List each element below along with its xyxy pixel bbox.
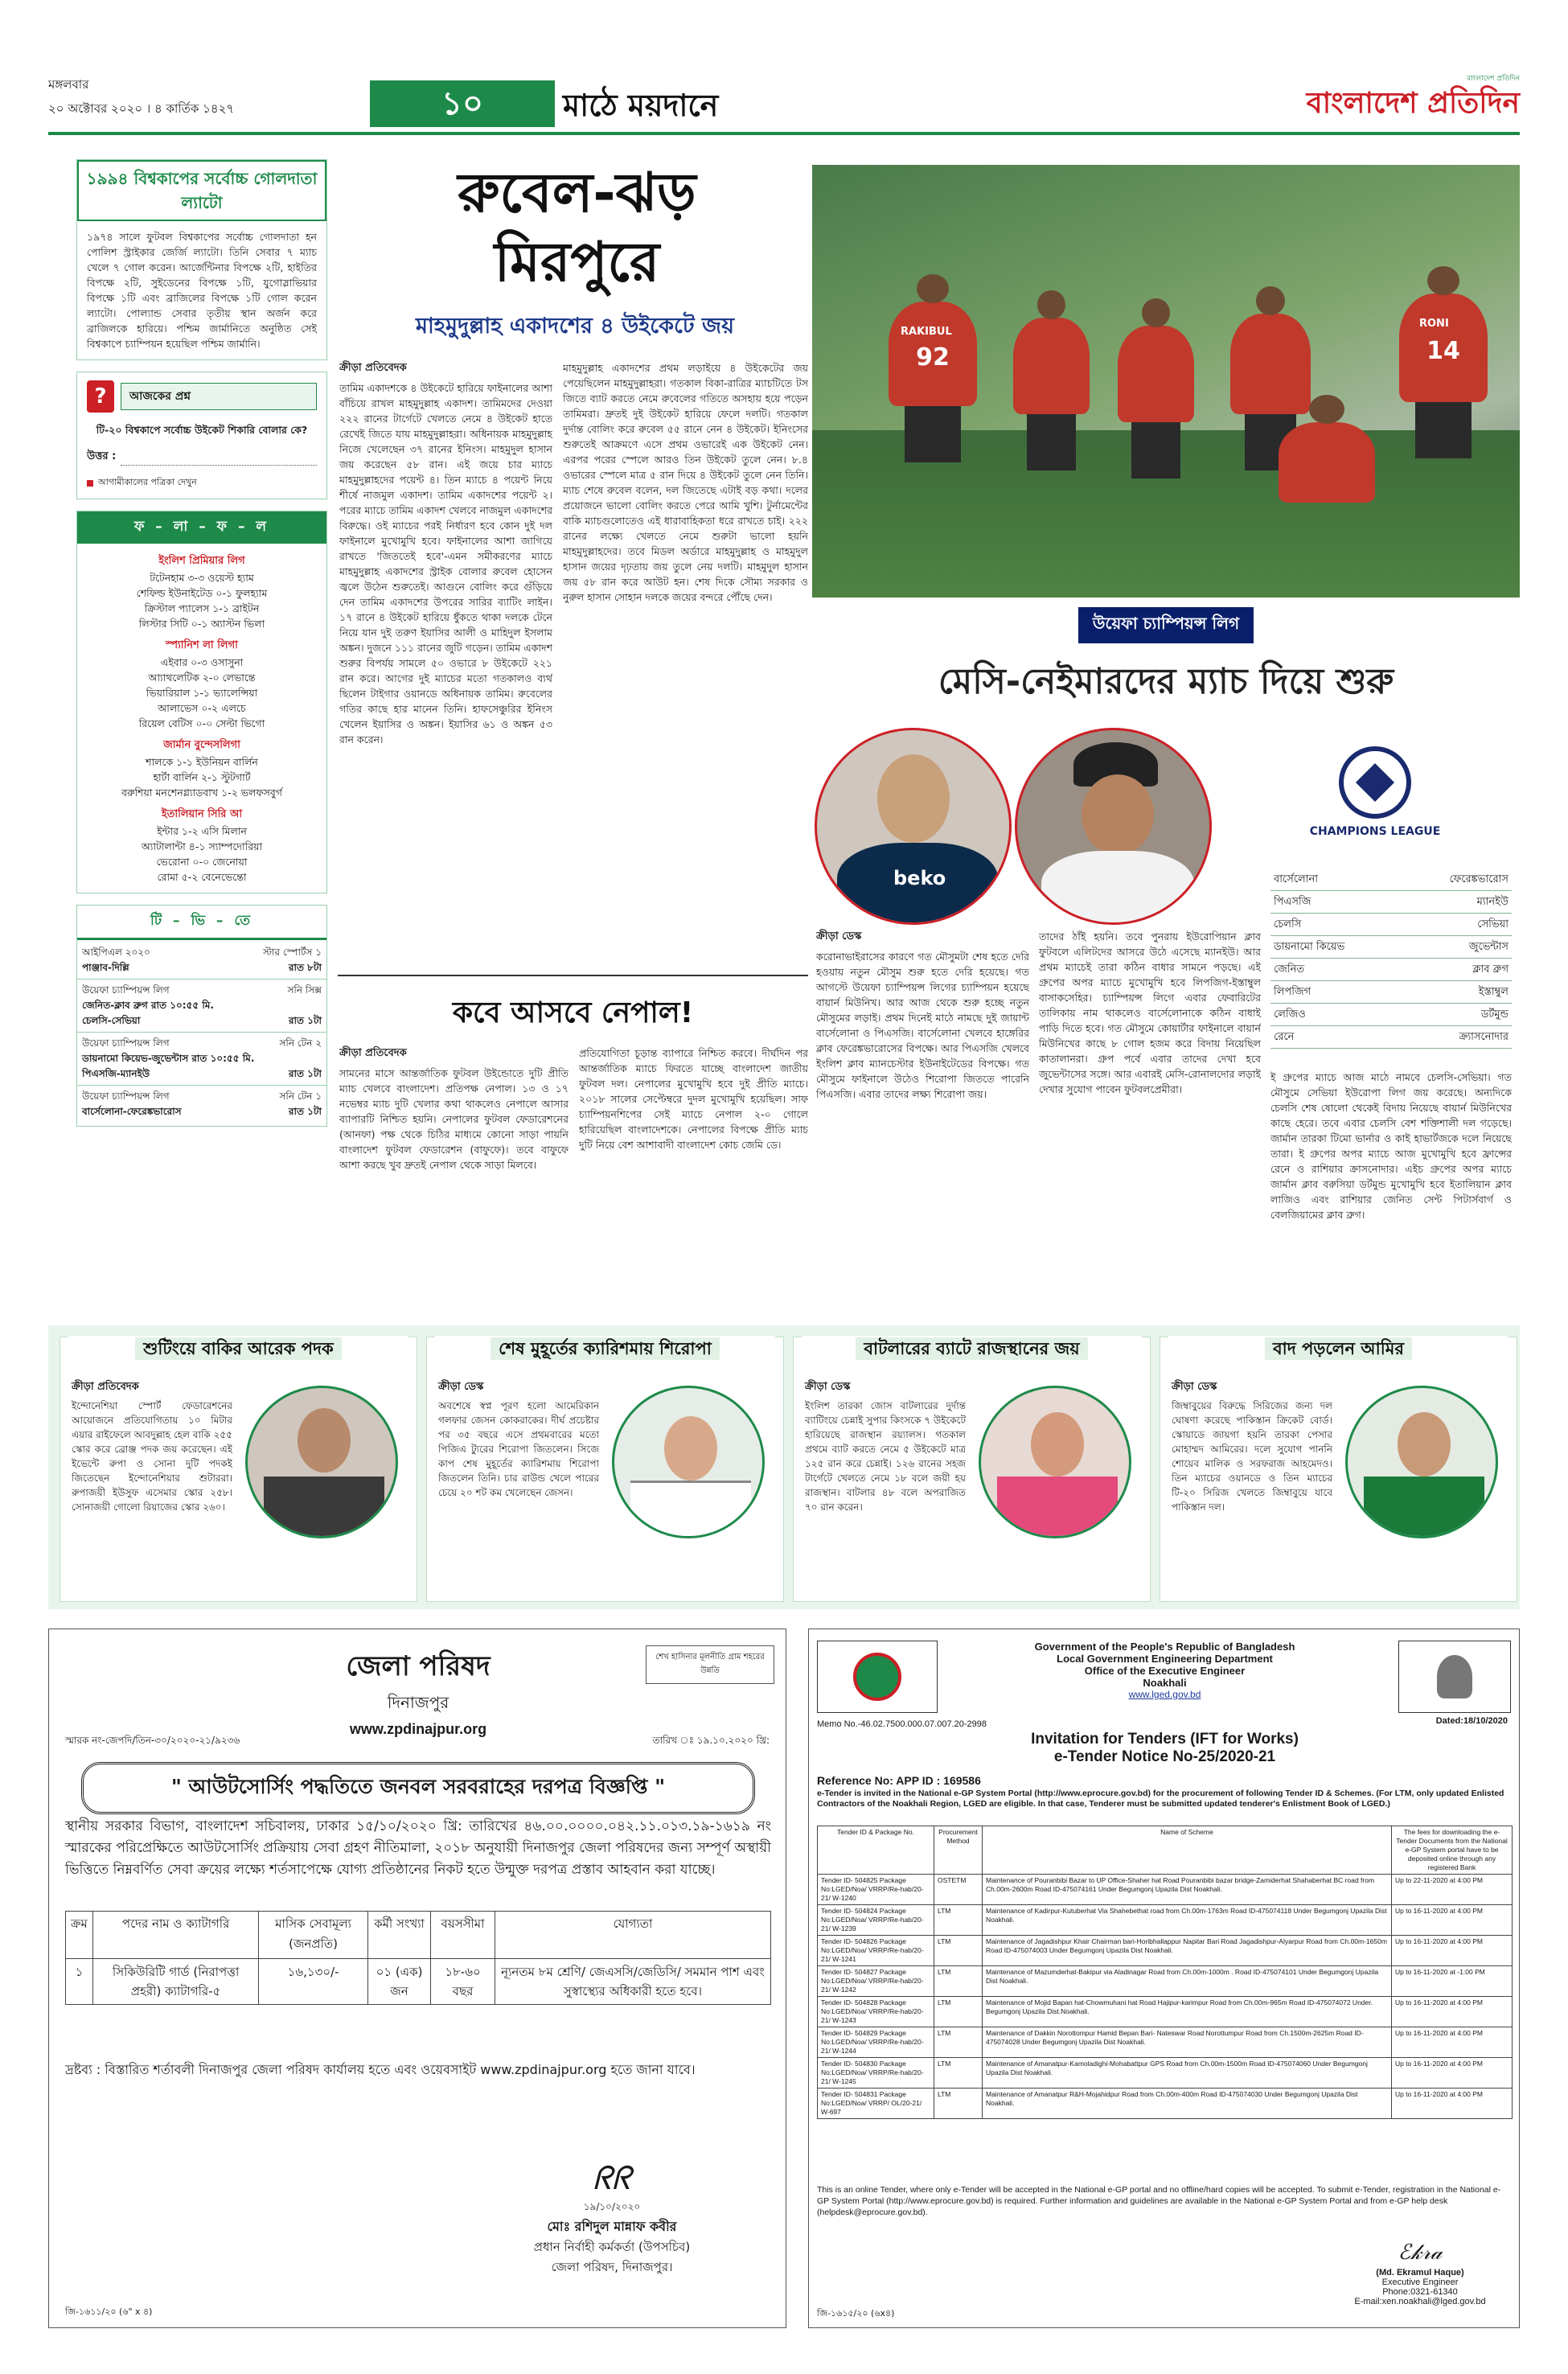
jersey-sponsor: beko	[893, 867, 946, 889]
home-team: বার্সেলোনা	[1274, 873, 1319, 885]
table-cell: LTM	[934, 1966, 983, 1997]
table-cell: Maintenance of Dakkin Norottompur Hamid Bepan Bari- Nateswar Road Norottumpur Road from Ch.1500m-2625m Road ID-475074028 Under Begumgonj Upazila Dist Noakhali.	[983, 2027, 1392, 2058]
score-line: ইন্টার ১-২ এসি মিলান	[157, 825, 247, 837]
table-header: যোগ্যতা	[495, 1912, 770, 1959]
score-line: বরুশিয়া মনশেনগ্ল্যাডবাখ ১-২ ভলফসবুর্গ	[121, 787, 282, 799]
away-team: সেভিয়া	[1477, 918, 1508, 930]
tv-listing	[77, 1013, 326, 1029]
answer-label: উত্তর :	[87, 450, 117, 462]
brief-body: ইন্দোনেশিয়া স্পোর্ট ফেডারেশনের আয়োজনে প্রতিযোগিতায় ১০ মিটার এয়ার রাইফেলে আবদুল্লাহ হেল বাকি ২৫৫ স্কোর করে ব্রোঞ্জ পদক জয় করেছেন। এই ইভেন্টে রুপা ও সোনা দুটি পদকই জিতেছেন ইন্দোনেশিয়ার শুটাররা। রুপাজয়ী ইউসুফ এসেমার স্কোর ২৫৮। সোনাজয়ী গোলো রিয়াজের স্কোর ২৬০।	[72, 1400, 232, 1513]
home-team: জেনিত	[1274, 963, 1305, 975]
table-cell: ১৮-৬০ বছর	[431, 1959, 495, 2005]
home-team: ডায়নামো কিয়েভ	[1274, 941, 1345, 953]
table-cell: ০১ (এক) জন	[367, 1959, 430, 2005]
tv-event: আইপিএল ২০২০	[82, 947, 150, 958]
table-cell: Up to 16-11-2020 at 4:00 PM	[1392, 2089, 1513, 2119]
away-team: ম্যানইউ	[1476, 896, 1508, 908]
table-cell: Up to 16-11-2020 at 4:00 PM	[1392, 1997, 1513, 2027]
ad-place: Noakhali	[1143, 1677, 1187, 1689]
ucl-body-1: করোনাভাইরাসের কারণে গত মৌসুমটা শেষ হতে দেরি হওয়ায় নতুন মৌসুম শুরু হতে দেরি হয়েছে। গত আগস্টে উয়েফা চ্যাম্পিয়ন্স লিগের চ্যাম্পিয়ন হয়েছে বায়ার্ন মিউনিখ। আর আজ থেকে শুরু হচ্ছে নতুন মৌসুমের লড়াই। প্রথম দিনেই মাঠে নামছে দুই জায়ান্ট বার্সেলোনা ও পিএসজি। বার্সেলোনা খেলবে হাঙ্গেরির ক্লাব ফেরেঙ্কভারোসের বিপক্ষে। আর পিএসজি খেলবে ইংলিশ ক্লাব ম্যানচেস্টার ইউনাইটেডের বিপক্ষে। গত মৌসুমে ফাইনালে উঠেও শিরোপা জিততে পারেনি পিএসজি। এবার তাদের লক্ষ্য শিরোপা জয়।	[816, 951, 1029, 1100]
ad-date: তারিখ ঃ ১৯.১০.২০২০ খ্রি:	[652, 1735, 770, 1746]
ad-signature-block	[1324, 2241, 1517, 2306]
sports-briefs-band	[48, 1325, 1520, 1609]
home-team: রেনে	[1274, 1031, 1295, 1043]
ucl-headline[interactable]: মেসি-নেইমারদের ম্যাচ দিয়ে শুরু	[938, 661, 1394, 702]
table-cell: Maintenance of Mojid Bapan hat-Chowmuhani hat Road Hajipur-karimpur Road from Ch.00m-965m Road ID-475074072 Under. Begumgonj Upazila Dist.Noakhali.	[983, 1997, 1392, 2027]
section-title: মাঠে ময়দানে	[563, 88, 719, 123]
lead-column-1	[339, 360, 552, 971]
tv-channel: সনি টেন ১	[279, 1090, 322, 1102]
table-cell: LTM	[934, 2058, 983, 2089]
signer-name: (Md. Ekramul Haque)	[1376, 2268, 1464, 2277]
fixture-row[interactable]	[1270, 981, 1512, 1004]
ucl-column-3	[1270, 1070, 1512, 1287]
masthead-rule	[48, 132, 1520, 135]
jersey-name: RONI	[1419, 318, 1449, 330]
ucl-column-1	[816, 929, 1029, 1287]
table-cell: LTM	[934, 1936, 983, 1966]
tv-channel: সনি সিক্স	[287, 984, 322, 996]
question-box	[76, 372, 327, 499]
table-header: বয়সসীমা	[431, 1912, 495, 1959]
ad-dated: Dated:18/10/2020	[1435, 1716, 1508, 1726]
brief-title: শেষ মুহূর্তের ক্যারিশমায় শিরোপা	[491, 1337, 720, 1360]
nepal-headline[interactable]: কবে আসবে নেপাল!	[452, 996, 694, 1029]
score-line: আলাভেস ০-২ এলচে	[158, 702, 246, 714]
ucl-body-3: ই গ্রুপের ম্যাচে আজ মাঠে নামবে চেলসি-সেভিয়া। গত মৌসুমে সেভিয়া ইউরোপা লিগ জয় করেছে। অন্যদিকে চেলসি শেষ ষোলো থেকেই বিদায় নিয়েছে বায়ার্ন মিউনিখের কাছে হেরে। তবে এবার চেলসি বেশ শক্তিশালী দল গড়েছে। জার্মান তারকা টিমো ভার্নার ও কাই হাভার্টজকে দলে নিয়েছে তারা। ই গ্রুপের অপর ম্যাচে আজ মুখোমুখি হবে ফ্রান্সের রেনে ও রাশিয়ার ক্রাসনোদার। এইচ গ্রুপের অপর ম্যাচে জার্মান ক্লাব বরুসিয়া ডর্টমুন্ড মুখোমুখি হবে ইতালিয়ান ক্লাব লাজিও এবং রাশিয়ার জেনিত সেন্ট পিটার্সবার্গ ও বেলজিয়ামের ক্লাব ব্রুগ।	[1270, 1071, 1512, 1221]
brief-card[interactable]	[793, 1337, 1151, 1602]
score-line: রিয়েল বেটিস ০-০ সেল্টা ভিগো	[138, 717, 265, 729]
ad-footer: This is an online Tender, where only e-Tender will be accepted in the National e-GP portal and no offline/hard copies will be accepted. To submit e-Tender, registration in the National e-GP System Portal (http://www.eprocure.gov.bd) is required. Further information and guidelines are available in the National e-GP System Portal and from e-GP help desk (helpdesk@eprocure.gov.bd).	[817, 2185, 1501, 2217]
league-name: স্প্যানিশ লা লিগা	[166, 639, 238, 651]
score-line: শেফিল্ড ইউনাইটেড ০-১ ফুলহ্যাম	[136, 587, 268, 599]
table-cell: সিকিউরিটি গার্ড (নিরাপত্তা প্রহরী) ক্যাটাগরি-৫	[92, 1959, 258, 2005]
signer-phone: Phone:0321-61340	[1382, 2287, 1458, 2297]
tender-table	[817, 1826, 1513, 2119]
table-header: Tender ID & Package No.	[818, 1826, 934, 1875]
table-row	[818, 2027, 1513, 2058]
table-row	[818, 2089, 1513, 2119]
lead-headline-1[interactable]: রুবেল-ঝড়	[458, 162, 696, 225]
fixture-row[interactable]	[1270, 936, 1512, 959]
fixture-row[interactable]	[1270, 891, 1512, 914]
table-cell: LTM	[934, 2027, 983, 2058]
player-figure	[1279, 422, 1375, 503]
body-shape	[997, 1477, 1118, 1538]
brief-body: জিম্বাবুয়ের বিরুদ্ধে সিরিজের জন্য দল ঘোষণা করেছে পাকিস্তান ক্রিকেট বোর্ড। স্কোয়াডে জায়গা হয়নি তারকা পেসার মোহাম্মদ আমিরের। দলে সুযোগ পাননি শোয়েব মালিক ও সরফরাজ আহমেদও। তিন ম্যাচের ওয়ানডে ও তিন ম্যাচের টি-২০ সিরিজ খেলতে জিম্বাবুয়ে যাবে পাকিস্তান দল।	[1172, 1400, 1332, 1513]
portrait-badge	[1398, 1641, 1511, 1713]
ad-body: স্থানীয় সরকার বিভাগ, বাংলাদেশ সচিবালয়, ঢাকার ১৫/১০/২০২০ খ্রি: তারিখের ৪৬.০০.০০০০.০৪২.১১.০১৩.১৯-১৬১৯ নং স্মারকের পরিপ্রেক্ষিতে আউটসোর্সিং প্রক্রিয়ায় সেবা গ্রহণ নীতিমালা, ২০১৮ অনুযায়ী দিনাজপুর জেলা পরিষদের জন্য সম্পূর্ণ অস্থায়ী ভিত্তিতে নিম্নবর্ণিত সেবা ক্রয়ের লক্ষ্যে শর্তসাপেক্ষে যোগ্য প্রতিষ্ঠানের নিকট হতে উন্মুক্ত দরপত্র প্রস্তাব আহবান করা যাচ্ছে।	[65, 1818, 771, 1878]
jersey-name: RAKIBUL	[901, 326, 952, 338]
ad-memo: স্মারক নং-জেপদি/তিন-৩০/২০২০-২১/৯২৩৬	[65, 1735, 240, 1746]
table-cell: ১	[66, 1959, 93, 2005]
brief-title: বাটলারের ব্যাটে রাজস্থানের জয়	[856, 1337, 1087, 1360]
ad-table-wrap	[65, 1911, 771, 2005]
logo-text: বাংলাদেশ প্রতিদিন	[1306, 87, 1520, 120]
signer-name: মোঃ রশিদুল মান্নাফ কবীর	[547, 2219, 677, 2234]
score-line: হার্টা বার্লিন ২-১ স্টুটগার্ট	[153, 771, 251, 783]
home-team: পিএসজি	[1274, 896, 1311, 908]
ad-title1: Invitation for Tenders (IFT for Works)	[1031, 1731, 1299, 1748]
tv-event: পাঞ্জাব-দিল্লি	[82, 962, 129, 973]
body-shape	[1364, 1477, 1484, 1538]
signature-date: ১৯/১০/২০২০	[583, 2201, 641, 2212]
signer-email: E-mail:xen.noakhali@lged.gov.bd	[1354, 2297, 1486, 2306]
tv-event: ডায়নামো কিয়েভ-জুভেন্টাস রাত ১০:৫৫ মি.	[82, 1053, 255, 1064]
tv-divider	[77, 1032, 326, 1033]
nepal-column-1	[339, 1045, 569, 1287]
tv-title: টি – ভি – তে	[77, 906, 326, 940]
table-cell: LTM	[934, 1997, 983, 2027]
player-figure: 14	[1399, 294, 1488, 402]
brief-byline: ক্রীড়া প্রতিবেদক	[72, 1381, 139, 1393]
player-figure: 92	[889, 302, 977, 406]
table-header: পদের নাম ও ক্যাটাগরি	[92, 1912, 258, 1959]
table-header: The fees for downloading the e-Tender Documents from the National e-GP System portal have to be deposited online through any registered Bank	[1392, 1826, 1513, 1875]
question-label: আজকের প্রশ্ন	[121, 383, 317, 410]
table-row	[818, 1997, 1513, 2027]
neymar-photo	[1015, 728, 1212, 925]
tv-event: চেলসি-সেভিয়া	[82, 1015, 141, 1026]
ucl-body-2: তাদের ঠাঁই হয়নি। তবে পুনরায় ইউরোপিয়ান ক্লাব ফুটবলে এলিটদের আসরে উঠে এসেছে ম্যানইউ। আর প্রথম ম্যাচেই তারা কঠিন বাধার সামনে পড়ছে। এই গ্রুপের অপর ম্যাচে মুখোমুখি হবে লিপজিগ-ইস্তাম্বুল বাসাকসেহির। চ্যাম্পিয়ন্স লিগে এবার ফেবারিটের তালিকায় নাম থাকলেও বার্সেলোনাকে কঠিন বাধাই পাড়ি দিতে হবে। গত মৌসুমে কোয়ার্টার ফাইনালে বায়ার্ন মিউনিখের কাছে ৮ গোল হজম করে বিদায় নিয়েছিল কাতালানরা। গ্রুপ পর্বে এবার তাদের দেখা হবে জুভেন্টাসের সঙ্গে। আর এবারই মেসি-রোনালদোর লড়াই দেখার সুযোগ পাবেন ফুটবলপ্রেমীরা।	[1039, 930, 1261, 1095]
nepal-body-2: প্রতিযোগিতা চূড়ান্ত ব্যাপারে নিশ্চিত করবে। দীর্ঘদিন পর আন্তর্জাতিক ম্যাচে ফিরতে যাচ্ছে বাংলাদেশ জাতীয় ফুটবল দল। নেপালের মুখোমুখি হবে দুই প্রীতি ম্যাচে। ২০১৮ সালের সেপ্টেম্বরে দুদল মুখোমুখি হয়েছিল। সাফ চ্যাম্পিয়নশিপের সেই ম্যাচে নেপাল ২-০ গোলে হারিয়েছিল বাংলাদেশকে। নেপালের বিপক্ষে প্রীতি ম্যাচ দুটি নিয়ে বেশ আশাবাদী বাংলাদেশ কোচ জেমি ডে।	[579, 1047, 808, 1151]
ad-memo: Memo No.-46.02.7500.000.07.007.20-2998	[817, 1719, 987, 1729]
brief-body: অবশেষে স্বপ্ন পূরণ হলো আমেরিকান গলফার জেসন কোকরাকের। দীর্ঘ প্রচেষ্টার পর ৩৫ বছরে এসে প্রথমবারের মতো পিজিএ ট্যুরের শিরোপা জিতলেন। সিজে কাপ শেষ মুহূর্তের ক্যারিশমায় শিরোপা জিতলেন তিনি। চার রাউন্ড খেলে পারের চেয়ে ২০ শট কম খেলেছেন জেসন।	[438, 1400, 599, 1498]
brief-title: শুটিংয়ে বাকির আরেক পদক	[135, 1337, 342, 1360]
tv-divider	[77, 1085, 326, 1086]
question-mark-icon: ?	[87, 380, 114, 413]
ucl-column-2	[1039, 929, 1261, 1287]
lead-byline: ক্রীড়া প্রতিবেদক	[339, 362, 407, 374]
table-cell: Maintenance of Pouranbibi Bazar to UP Office-Shaher hat Road Pouranbibi bazar bridge-Zamiderhat Shahaberhat BC road from Ch.00m-2600m Road ID-475074161 Under Begumgonj Upazila Dist Noakhali.	[983, 1875, 1392, 1905]
jersey-shape	[1041, 851, 1194, 925]
tv-listing	[77, 1051, 326, 1066]
trivia-title: ১৯৯৪ বিশ্বকাপের সর্বোচ্চ গোলদাতা ল্যাটো	[77, 160, 326, 221]
table-header: Procurement Method	[934, 1826, 983, 1875]
left-sidebar	[76, 159, 327, 1261]
league-name: ইংলিশ প্রিমিয়ার লিগ	[158, 555, 245, 567]
question-text: টি-২০ বিশ্বকাপে সর্বোচ্চ উইকেট শিকারি বোলার কে?	[96, 424, 308, 436]
table-row	[818, 1905, 1513, 1936]
table-cell: Tender ID- 504827 Package No:LGED/Noa/ VRRP/Re-hab/20-21/ W-1242	[818, 1966, 934, 1997]
lead-subhead: মাহমুদুল্লাহ একাদশের ৪ উইকেটে জয়	[415, 314, 735, 339]
amir-photo	[1345, 1386, 1498, 1538]
fixture-row[interactable]	[1270, 869, 1512, 891]
fixture-row[interactable]	[1270, 1004, 1512, 1026]
ad-signature-block	[459, 2160, 765, 2278]
ad-title: জেলা পরিষদ	[346, 1650, 491, 1682]
player-figure	[1230, 314, 1311, 414]
starball-icon	[1339, 746, 1411, 819]
table-cell: ১৬,১৩০/-	[259, 1959, 368, 2005]
signature-scribble: ᖇᖇ	[593, 2160, 631, 2197]
score-line: রোমা ৫-২ বেনেভেন্তো	[157, 871, 247, 883]
brief-card[interactable]	[60, 1337, 417, 1602]
home-team: লেজিও	[1274, 1008, 1306, 1021]
table-header: Name of Scheme	[983, 1826, 1392, 1875]
ad-url[interactable]: www.lged.gov.bd	[1128, 1689, 1201, 1700]
league-name: জার্মান বুন্দেসলিগা	[163, 739, 240, 751]
ad-lged	[808, 1629, 1520, 2328]
issue-date: ২০ অক্টোবর ২০২০ । ৪ কার্তিক ১৪২৭	[48, 101, 235, 116]
score-line: ক্রিস্টাল প্যালেস ১-১ ব্রাইটন	[144, 602, 260, 614]
nepal-column-2	[579, 1045, 808, 1287]
ucl-kicker: উয়েফা চ্যাম্পিয়ন্স লিগ	[1078, 607, 1254, 643]
ad-place: দিনাজপুর	[387, 1693, 449, 1712]
masthead	[48, 72, 1520, 137]
table-cell: Tender ID- 504825 Package No:LGED/Noa/ VRRP/Re-hab/20-21/ W-1240	[818, 1875, 934, 1905]
home-team: লিপজিগ	[1274, 986, 1311, 998]
shooter-photo	[245, 1386, 398, 1538]
newspaper-logo[interactable]	[1270, 72, 1520, 130]
answer-note: আগামীকালের পত্রিকা দেখুন	[98, 477, 197, 487]
tv-divider	[77, 979, 326, 980]
face-shape	[298, 1408, 351, 1472]
trivia-body: ১৯৭৪ সালে ফুটবল বিশ্বকাপের সর্বোচ্চ গোলদাতা হন পোলিশ স্ট্রাইকার জের্জি ল্যাটো। তিনি সেবার ৭ ম্যাচ খেলে ৭ গোল করেন। আর্জেন্টিনার বিপক্ষে ২টি, হাইতির বিপক্ষে ২টি, সুইডেনের বিপক্ষে ১টি, যুগোস্লাভিয়ার বিপক্ষে ১টি এবং ব্রাজিলের বিপক্ষে ১টি গোল করেন ল্যাটো। পোল্যান্ড সেবার তৃতীয় স্থান অর্জন করে ব্রাজিলকে হারিয়ে। পশ্চিম জার্মানিতে অনুষ্ঠিত সেই বিশ্বকাপে চ্যাম্পিয়ন হয়েছিল পশ্চিম জার্মানি।	[87, 231, 317, 350]
masthead-date	[48, 72, 289, 137]
table-cell: Tender ID- 504824 Package No:LGED/Noa/ VRRP/Re-hab/20-21/ W-1239	[818, 1905, 934, 1936]
tv-channel: স্টার স্পোর্টস ১	[263, 947, 322, 958]
ad-notice-title: " আউটসোর্সিং পদ্ধতিতে জনবল সরবরাহের দরপত্র বিজ্ঞপ্তি "	[81, 1762, 755, 1814]
ad-zilla-parishad	[48, 1629, 786, 2328]
messi-photo	[815, 728, 1012, 925]
tv-event: উয়েফা চ্যাম্পিয়ন্স লিগ	[82, 984, 170, 996]
ad-gov: Government of the People's Republic of Bangladesh	[1034, 1641, 1295, 1653]
brief-byline: ক্রীড়া ডেস্ক	[438, 1381, 484, 1393]
tv-event: বার্সেলোনা-ফেরেঙ্কভারোস	[82, 1106, 182, 1117]
table-row	[818, 1875, 1513, 1905]
trivia-box	[76, 159, 327, 360]
table-cell: Up to 16-11-2020 at 4:00 PM	[1392, 2058, 1513, 2089]
brief-card[interactable]	[1160, 1337, 1517, 1602]
score-line: ভিয়ারিয়াল ১-১ ভ্যালেন্সিয়া	[146, 687, 258, 699]
results-box	[76, 511, 327, 893]
away-team: ডর্টমুন্ড	[1480, 1008, 1508, 1021]
signer-title: প্রধান নির্বাহী কর্মকর্তা (উপসচিব)	[533, 2240, 691, 2254]
tv-channel: সনি টেন ২	[279, 1037, 322, 1049]
ad-url[interactable]: www.zpdinajpur.org	[349, 1721, 487, 1737]
tv-channel: রাত ১টা	[288, 1015, 322, 1026]
body-shape	[630, 1481, 751, 1538]
table-cell: Up to 16-11-2020 at 4:00 PM	[1392, 1936, 1513, 1966]
fixture-row[interactable]	[1270, 1026, 1512, 1049]
logo-tagline: বাংলাদেশ প্রতিদিন	[1466, 75, 1520, 83]
player-figure	[1118, 326, 1194, 422]
ad-footnote: দ্রষ্টব্য : বিস্তারিত শর্তাবলী দিনাজপুর জেলা পরিষদ কার্যালয় হতে এবং ওয়েবসাইট www.zpdinajpur.org হতে জানা যাবে।	[65, 2062, 696, 2077]
ad-code: জি-১৬১১/২০ (৬" x ৪)	[65, 2306, 153, 2317]
lead-body-1: তামিম একাদশকে ৪ উইকেটে হারিয়ে ফাইনালের আশা বাঁচিয়ে রাখল মাহমুদুল্লাহ একাদশ। তামিমদের দেওয়া ২২২ রানের টার্গেটে খেলতে নেমে ৪ উইকেট হাতে রেখেই জিতে যায় মাহমুদুল্লাহরা। অধিনায়ক মাহমুদুল্লাহ নিজে খেলেছেন ৩৭ রানের ইনিংস। মাহমুদুল হাসান জয় করেছেন ৫৮ রান। এই জয়ে চার ম্যাচে মাহমুদুল্লাহদের পয়েন্ট ৪। তিন ম্যাচে ৪ পয়েন্ট নিয়ে শীর্ষে নাজমুল একাদশ। তামিম একাদশের পয়েন্ট ২। পরের ম্যাচে তামিম একাদশ খেলবে নাজমুল একাদশের বিরুদ্ধে। ওই ম্যাচের পরই নির্ধারণ হবে কোন দুই দল ফাইনালে মুখোমুখি হবে। ফাইনালের আশা জাগিয়ে রাখতে 'জিততেই হবে'-এমন সমীকরণের ম্যাচে মাহমুদুল্লাহ একাদশের স্ট্রাইক বোলার রুবেল হোসেন জ্বলে উঠেন শুরুতেই। আগুনে বোলিং করে গুঁড়িয়ে দেন তামিম একাদশের উপরের সারির ব্যাটিং লাইন। ১৭ রানে ৪ উইকেট হারিয়ে ধুঁকতে থাকা দলকে টেনে নিয়ে যান দুই তরুণ ইয়াসির আলী ও মাহিদুল ইসলাম অঙ্কন। দুজনে ১১১ রানের জুটি গড়েন। তামিম একাদশ শুরুর বিপর্যয় সামলে ৫০ ওভারে ৮ উইকেটে ২২১ রান করে। আগের দুই ম্যাচের মতো গতকালও ব্যর্থ ছিলেন টাইগার ওয়ানডে অধিনায়ক তামিম। রুবেলের গতির কাছে হার মানেন তিনি। হাফসেঞ্চুরির ইনিংস খেলেন ইয়াসির ও অঙ্কন। ইয়াসির ৬১ ও অঙ্কন ৫৩ রান করেন।	[339, 382, 552, 745]
signer-title: Executive Engineer	[1381, 2277, 1459, 2287]
bullet-icon	[87, 480, 93, 487]
table-cell: LTM	[934, 2089, 983, 2119]
score-line: আ্যাথলেটিক ২-০ লেভান্তে	[148, 672, 256, 684]
signature-scribble: ℰ𝓀𝓇𝒶	[1398, 2241, 1443, 2265]
away-team: ক্লাব ব্রুগ	[1472, 963, 1508, 975]
tv-event: উয়েফা চ্যাম্পিয়ন্স লিগ	[82, 1090, 170, 1102]
table-cell: Tender ID- 504826 Package No:LGED/Noa/ VRRP/Re-hab/20-21/ W-1241	[818, 1936, 934, 1966]
tv-channel: রাত ১টা	[288, 1068, 322, 1079]
score-line: এইবার ০-৩ ওসাসুনা	[160, 656, 244, 668]
table-cell: Tender ID- 504830 Package No:LGED/Noa/ VRRP/Re-hab/20-21/ W-1245	[818, 2058, 934, 2089]
tv-listing	[77, 998, 326, 1013]
brief-title: বাদ পড়লেন আমির	[1265, 1337, 1412, 1360]
score-line: শালকে ১-১ ইউনিয়ন বার্লিন	[146, 756, 258, 768]
ucl-logo-text: CHAMPIONS LEAGUE	[1309, 825, 1441, 838]
table-row	[818, 1936, 1513, 1966]
tv-schedule	[77, 940, 326, 1126]
fixture-row[interactable]	[1270, 959, 1512, 981]
ad-title2: e-Tender Notice No-25/2020-21	[1053, 1748, 1276, 1765]
ad-corner-note: শেখ হাসিনার মূলনীতি গ্রাম শহরের উন্নতি	[646, 1645, 774, 1684]
table-row	[818, 2058, 1513, 2089]
ad-office: Office of the Executive Engineer	[1084, 1665, 1246, 1677]
ucl-logo	[1242, 728, 1508, 856]
away-team: ইস্তাম্বুল	[1478, 986, 1508, 998]
ucl-headline-block	[812, 607, 1520, 704]
weekday: মঙ্গলবার	[48, 77, 89, 92]
table-cell: Up to 16-11-2020 at -1:00 PM	[1392, 1966, 1513, 1997]
nepal-body-1: সামনের মাসে আন্তর্জাতিক ফুটবল উইন্ডোতে দুটি প্রীতি ম্যাচ খেলবে বাংলাদেশ। প্রতিপক্ষ নেপাল। ১৩ ও ১৭ নভেম্বর ম্যাচ দুটি খেলার কথা থাকলেও নেপালে আসার ব্যাপারটি নিশ্চিত হয়নি। নেপালের ফুটবল ফেডারেশনের (আনফা) পক্ষ থেকে চিঠির মাধ্যমে কোনো সাড়া পায়নি বাংলাদেশ ফুটবল ফেডারেশন (বাফুফে)। তবে বাফুফে আশা করছে খুব দ্রুতই নেপাল থেকে সাড়া মিলবে।	[339, 1067, 569, 1171]
ad-table	[65, 1911, 771, 2005]
player-figure	[1013, 318, 1090, 414]
away-team: জুভেন্টাস	[1468, 941, 1508, 953]
lead-column-2	[563, 360, 808, 971]
league-name: ইতালিয়ান সিরি আ	[161, 808, 243, 820]
lged-seal-icon	[817, 1641, 938, 1713]
face-shape	[877, 754, 950, 843]
lead-body-2: মাহমুদুল্লাহ একাদশের প্রথম লড়াইয়ে ৪ উইকেটের জয় পেয়েছিলেন মাহমুদুল্লাহরা। গতকাল বিকা-রাত্রির ম্যাচটিতে টস জিতে ব্যাট করতে নেমে রুবেলের গতিতে অসহায় হয়ে পড়েন তামিমরা। দ্রুতই দুই উইকেট হারিয়ে ফেলে দলটি। গতকাল দুর্দান্ত বোলিং করে রুবেল ৫৫ রানে নেন ৪ উইকেট। ইনিংসের শুরুতেই আক্রমণে এসে প্রথম ওভারেই এক উইকেট নেন। এরপর পরের স্পেলে আরও তিন উইকেট তুলে নেন। ৮.৪ ওভারের স্পেলে মাত্র ৫ রান দিয়ে ৪ উইকেট তুলে নেন তিনি। ম্যাচ শেষে রুবেল বলেন, দল জিতেছে এটাই বড় কথা। দলের প্রয়োজনে ভালো বোলিং করতে পেরে আমি খুশি। টুর্নামেন্টের বাকি ম্যাচগুলোতেও এই ধারাবাহিকতা ধরে রাখতে চাই। ২২২ রানের লক্ষ্যে খেলতে নেমে শুরুটা ভালো হয়নি মাহমুদুল্লাহদের। তবে মিডল অর্ডারে মাহমুদুল্লাহ ও মাহমুদুল হাসান জয়ের দৃঢ়তায় জয় তুলে নেয় দলটি। মাহমুদুল হাসান জয় ৫৮ রান করে আউট হন। শেষ দিকে সৌম্য সরকার ও নুরুল হাসান সোহান দলকে জয়ের বন্দরে পৌঁছে দেন।	[563, 362, 808, 603]
table-cell: Up to 16-11-2020 at 4:00 PM	[1392, 1905, 1513, 1936]
tv-listing	[77, 960, 326, 975]
table-cell: ন্যূনতম ৮ম শ্রেণি/ জেএসসি/জেডিসি/ সমমান পাশ এবং সুস্বাস্থ্যের অধিকারী হতে হবে।	[495, 1959, 770, 2005]
ad-ref: Reference No: APP ID : 169586	[817, 1774, 981, 1787]
score-line: টটেনহাম ৩-৩ ওয়েস্ট হ্যাম	[150, 572, 254, 584]
tv-listing	[77, 983, 326, 998]
signer-office: জেলা পরিষদ, দিনাজপুর।	[551, 2260, 673, 2274]
tv-listing	[77, 1104, 326, 1119]
fixture-row[interactable]	[1270, 914, 1512, 936]
nepal-byline: ক্রীড়া প্রতিবেদক	[339, 1047, 407, 1059]
brief-card[interactable]	[426, 1337, 784, 1602]
divider	[338, 975, 808, 976]
table-header: ক্রম	[66, 1912, 93, 1959]
tv-channel: রাত ৮টা	[288, 962, 322, 973]
tv-event: পিএসজি-ম্যানইউ	[82, 1068, 150, 1079]
table-cell: Maintenance of Jagadishpur Khair Chairman bari-Horibhallappur Napitar Bari Road Jagadishpur-Alyarpur Road from Ch.00m-1650m Road ID-475074003 Under Begumgonj Upazila Dist Noakhali.	[983, 1936, 1392, 1966]
score-line: ভেরোনা ০-০ জেনোয়া	[156, 856, 248, 868]
table-cell: Up to 22-11-2020 at 4:00 PM	[1392, 1875, 1513, 1905]
table-cell: LTM	[934, 1905, 983, 1936]
page-number: ১০	[370, 80, 555, 127]
tv-channel: রাত ১টা	[288, 1106, 322, 1117]
tv-box	[76, 905, 327, 1127]
face-shape	[1398, 1412, 1451, 1477]
table-header: কর্মী সংখ্যা	[367, 1912, 430, 1959]
ad-dept: Local Government Engineering Department	[1057, 1653, 1273, 1665]
face-shape	[664, 1416, 717, 1481]
buttler-photo	[979, 1386, 1131, 1538]
cricket-team-photo	[812, 165, 1520, 598]
table-cell: Tender ID- 504831 Package No:LGED/Noa/ VRRP/ OL/20-21/ W-697	[818, 2089, 934, 2119]
face-shape	[1031, 1412, 1084, 1477]
table-header: মাসিক সেবামূল্য (জনপ্রতি)	[259, 1912, 368, 1959]
table-cell: Tender ID- 504829 Package No:LGED/Noa/ VRRP/Re-hab/20-21/ W-1244	[818, 2027, 934, 2058]
brief-byline: ক্রীড়া ডেস্ক	[1172, 1381, 1217, 1393]
table-cell: Maintenance of Mazumderhat-Bakipur via Aladinagar Road from Ch.00m-1000m . Road ID-475074101 Under Begumgonj Upazila Dist Noakhali.	[983, 1966, 1392, 1997]
home-team: চেলসি	[1274, 918, 1302, 930]
ad-intro: e-Tender is invited in the National e-GP System Portal (http://www.eprocure.gov.bd) for the procurement of following Tender ID & Schemes. (For LTM, only updated Enlisted Contractors of the Noakhali Region, LGED are eligible. In that case, Tenderer must be submitted updated tenderer's Enlistment Book of LGED.)	[817, 1789, 1504, 1809]
league-results	[77, 544, 326, 893]
tender-table-wrap	[817, 1826, 1513, 2119]
golfer-photo	[612, 1386, 765, 1538]
portrait-icon	[1437, 1655, 1472, 1698]
tv-listing	[77, 1089, 326, 1104]
tv-listing	[77, 1036, 326, 1051]
score-line: লিস্টার সিটি ০-১ অ্যাস্টন ভিলা	[138, 618, 265, 630]
brief-body: ইংলিশ তারকা জোস বাটলারের দুর্দান্ত ব্যাটিংয়ে চেন্নাই সুপার কিংসকে ৭ উইকেটে হারিয়েছে রাজস্থান রয়্যালস। গতকাল প্রথমে ব্যাট করতে নেমে ৫ উইকেটে মাত্র ১২৫ রান করে চেন্নাই। ১২৬ রানের সহজ টার্গেটে খেলতে নেমে ১৮ বলে জয়ী হয় রাজস্থান। বাটলার ৪৮ বলে অপরাজিত ৭০ রান করেন।	[805, 1400, 966, 1513]
ucl-byline: ক্রীড়া ডেস্ক	[816, 930, 862, 943]
table-cell: Up to 16-11-2020 at 4:00 PM	[1392, 2027, 1513, 2058]
away-team: ফেরেঙ্কভারোস	[1449, 873, 1508, 885]
answer-blank	[121, 454, 317, 466]
score-line: অ্যাটালান্টা ৪-১ স্যাম্পদোরিয়া	[141, 840, 263, 852]
face-shape	[1082, 774, 1154, 855]
brief-body-continued	[72, 1538, 405, 1596]
tv-listing	[77, 945, 326, 960]
body-shape	[264, 1477, 384, 1538]
table-row	[818, 1966, 1513, 1997]
table-cell: Tender ID- 504828 Package No:LGED/Noa/ VRRP/Re-hab/20-21/ W-1243	[818, 1997, 934, 2027]
lead-headline-2[interactable]: মিরপুরে	[494, 231, 660, 294]
tv-event: জেনিত-ক্লাব ব্রুগ রাত ১০:৫৫ মি.	[82, 1000, 214, 1011]
brief-byline: ক্রীড়া ডেস্ক	[805, 1381, 851, 1393]
tv-event: উয়েফা চ্যাম্পিয়ন্স লিগ	[82, 1037, 170, 1049]
table-cell: Maintenance of Kadirpur-Kutuberhat Via Shahebethat road from Ch.00m-1763m Road ID-475074118 Under Begumgonj Upazila Dist Noakhali.	[983, 1905, 1392, 1936]
away-team: ক্র্যাসনোদার	[1459, 1031, 1508, 1043]
table-cell: OSTETM	[934, 1875, 983, 1905]
table-cell: Maintenance of Amanatpur-Kamoladighi-Mohabattpur GPS Road from Ch.00m-1500m Road ID-475074060 Under Begumgonj Upazila Dist Noakhali.	[983, 2058, 1392, 2089]
results-title: ফ – লা – ফ – ল	[77, 511, 326, 544]
ad-code: জি-১৬১৫/২০ (৬x৪)	[817, 2308, 895, 2319]
table-cell: Maintenance of Amanatpur R&H-Mojahidpur Road from Ch.00m-400m Road ID-475074030 Under Begumgonj Upazila Dist Noakhali.	[983, 2089, 1392, 2119]
fixtures-table	[1270, 869, 1512, 1063]
tv-listing	[77, 1066, 326, 1082]
